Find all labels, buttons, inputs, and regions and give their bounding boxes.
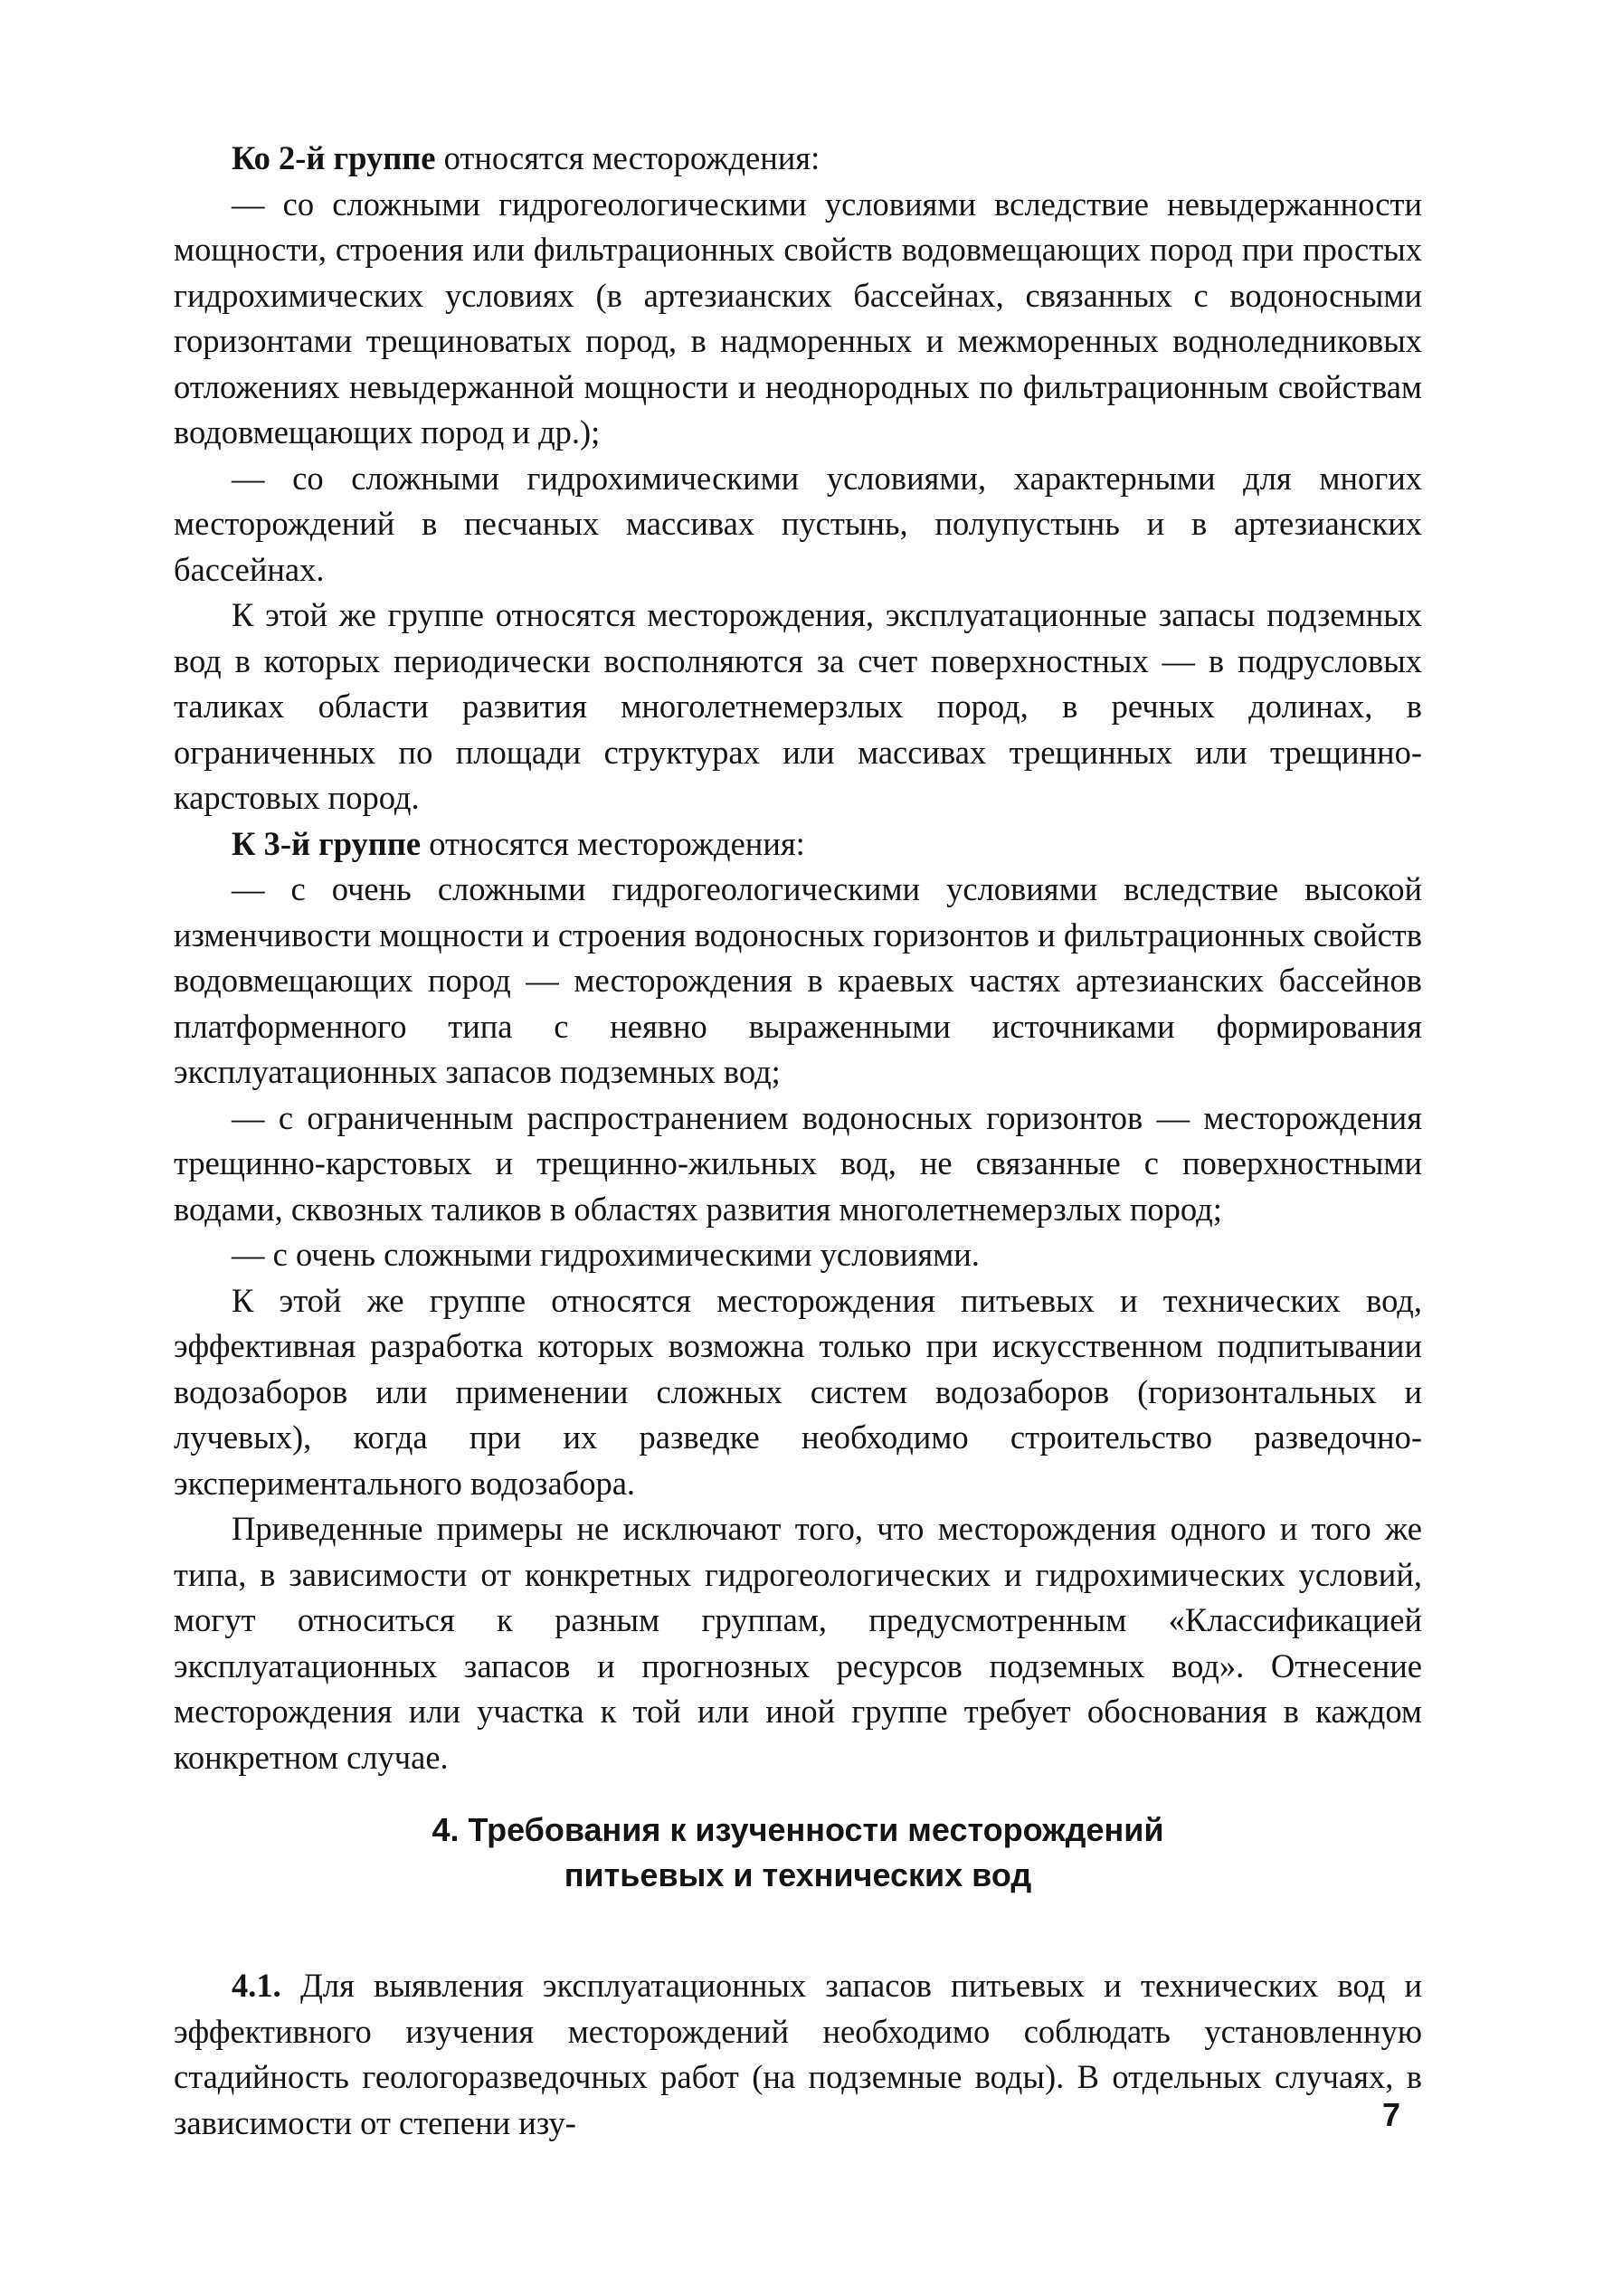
paragraph-group-2-intro [174,136,1422,182]
section-heading [174,1807,1422,1898]
paragraph-group-3-addendum [174,1278,1422,1507]
paragraph-text: — с ограниченным распространением водоносных горизонтов — месторождения трещинно-карстовых и трещинно-жильных вод, не связанные с поверхностными водами, сквозных таликов в областях развития многолетнемерзлых пород; [174,1098,1422,1228]
section-heading-line-2: питьевых и технических вод [564,1856,1032,1893]
page-number: 7 [1382,2096,1401,2133]
paragraph-group-2-addendum [174,593,1422,821]
paragraph-text: Для выявления эксплуатационных запасов питьевых и технических вод и эффективного изучения месторождений необходимо соблюдать установленную стадийность геологоразведочных работ (на подземные воды). В отдельных случаях, в зависимости от степени изу- [174,1967,1422,2141]
paragraph-group-3-item-2 [174,1096,1422,1233]
paragraph-text: относятся месторождения: [435,139,820,176]
section-number: 4.1. [232,1967,281,2004]
paragraph-text: — со сложными гидрогеологическими условиями вследствие невыдержанности мощности, строения или фильтрационных свойств водовмещающих пород при простых гидрохимических условиях (в артезианских бассейнах, связанных с водоносными горизонтами трещиноватых пород, в надморенных и межморенных водноледниковых отложениях невыдержанной мощности и неоднородных по фильтрационным свойствам водовмещающих пород и др.); [174,185,1422,451]
paragraph-text: — с очень сложными гидрохимическими условиями. [232,1236,980,1273]
paragraph-section-4-1 [174,1963,1422,2146]
paragraph-text: Приведенные примеры не исключают того, что месторождения одного и того же типа, в зависимости от конкретных гидрогеологических и гидрохимических условий, могут относиться к разным группам, предусмотренным «Классификацией эксплуатационных запасов и прогнозных ресурсов подземных вод». Отнесение месторождения или участка к той или иной группе требует обоснования в каждом конкретном случае. [174,1510,1422,1776]
paragraph-text: К этой же группе относятся месторождения, эксплуатационные запасы подземных вод в которых периодически восполняются за счет поверхностных — в подрусловых таликах области развития многолетнемерзлых пород, в речных долинах, в ограниченных по площади структурах или массивах трещинных или трещинно-карстовых пород. [174,596,1422,816]
paragraph-text: К этой же группе относятся месторождения питьевых и технических вод, эффективная разработка которых возможна только при искусственном подпитывании водозаборов или применении сложных систем водозаборов (горизонтальных и лучевых), когда при их разведке необходимо строительство разведочно-экспериментального водозабора. [174,1281,1422,1502]
paragraph-group-2-item-1 [174,182,1422,456]
section-heading-line-1: 4. Требования к изученности месторождений [432,1811,1164,1848]
group-3-lead: К 3-й группе [232,824,422,862]
paragraph-text: — с очень сложными гидрогеологическими условиями вследствие высокой изменчивости мощности и строения водоносных горизонтов и фильтрационных свойств водовмещающих пород — месторождения в краевых частях артезианских бассейнов платформенного типа с неявно выраженными источниками формирования эксплуатационных запасов подземных вод; [174,870,1422,1090]
page-body [174,136,1422,2146]
paragraph-text: — со сложными гидрохимическими условиями, характерными для многих месторождений в песчаных массивах пустынь, полупустынь и в артезианских бассейнах. [174,459,1422,588]
group-2-lead: Ко 2-й группе [232,139,436,176]
paragraph-group-3-item-1 [174,867,1422,1096]
paragraph-group-3-intro [174,821,1422,868]
paragraph-group-3-item-3 [174,1232,1422,1278]
paragraph-group-2-item-2 [174,456,1422,593]
paragraph-examples-note [174,1506,1422,1780]
paragraph-text: относятся месторождения: [421,824,805,862]
